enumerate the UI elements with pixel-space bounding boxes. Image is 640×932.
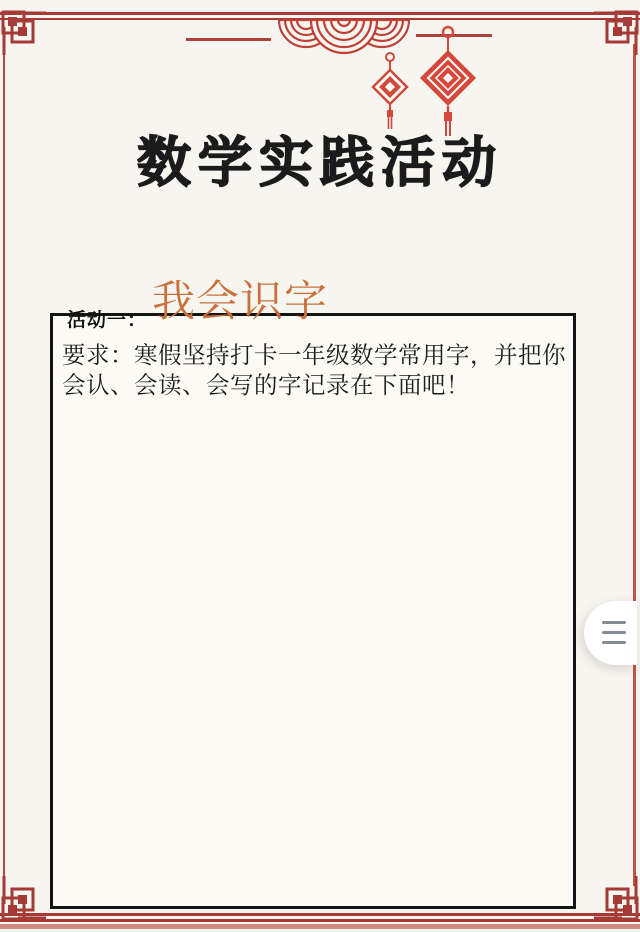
requirement-line-1: 要求：寒假坚持打卡一年级数学常用字，并把你 (62, 341, 566, 369)
corner-knot-ornament-icon (594, 9, 640, 55)
activity-label: 活动一： (67, 309, 148, 331)
requirement-line-2: 会认、会读、会写的字记录在下面吧！ (62, 370, 470, 399)
decorative-line-left (186, 38, 271, 41)
frame-bottom-line-1 (0, 913, 640, 916)
frame-top-line-thick (0, 12, 640, 15)
corner-knot-ornament-icon (0, 876, 46, 922)
page-title: 数学实践活动 (137, 131, 503, 194)
hamburger-menu-icon (602, 621, 626, 644)
activity-box (50, 313, 576, 909)
corner-knot-ornament-icon (594, 876, 640, 922)
requirement-text (62, 341, 570, 400)
frame-bottom-band (0, 924, 640, 929)
chinese-knot-pendant-small-icon (367, 50, 413, 136)
chinese-knot-pendant-large-icon (418, 24, 478, 144)
corner-knot-ornament-icon (0, 9, 46, 55)
frame-bottom-line-2 (0, 919, 640, 922)
activity-subtitle: 我会识字 (152, 277, 328, 327)
menu-button[interactable] (584, 601, 637, 665)
